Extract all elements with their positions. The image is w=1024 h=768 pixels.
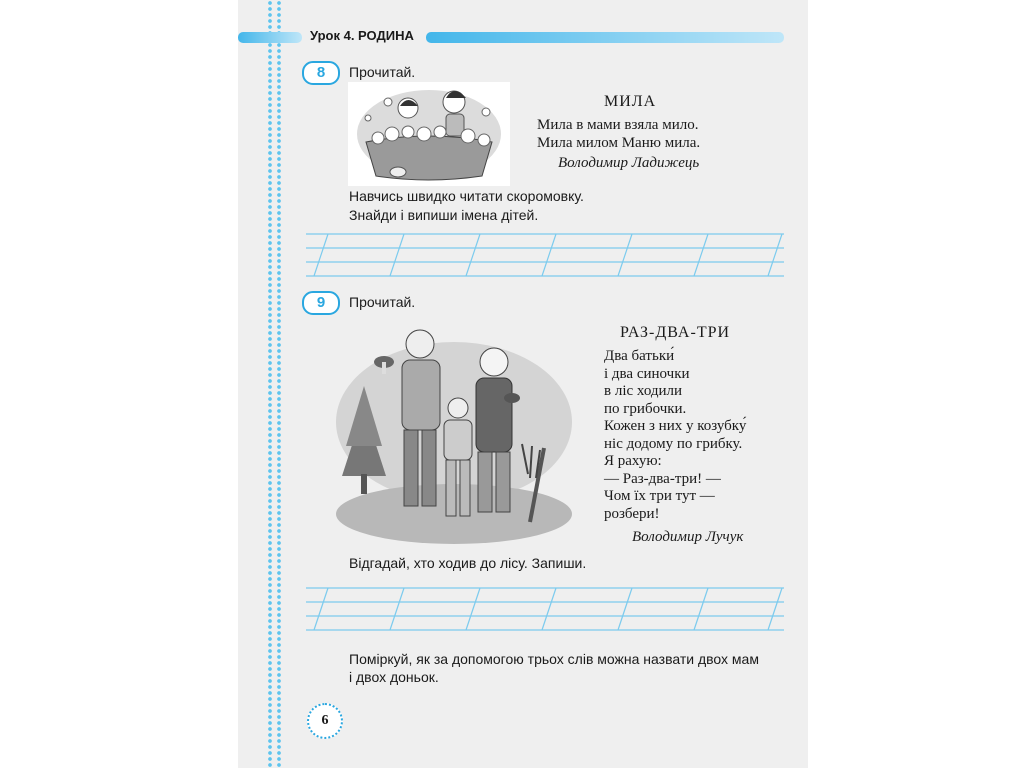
poem-line: — Раз-два-три! — — [604, 470, 721, 487]
poem-line: розбери! — [604, 505, 660, 522]
header-bar-left — [238, 32, 302, 43]
writing-lines-2[interactable] — [306, 580, 784, 636]
exercise-9-instruction: Прочитай. — [349, 294, 416, 310]
poem-line: ніс додому по грибку. — [604, 435, 743, 452]
exercise-8-task-line: Знайди і випиши імена дітей. — [349, 207, 539, 223]
exercise-number-8: 8 — [302, 61, 340, 85]
poem-line: Мила милом Маню мила. — [537, 135, 701, 151]
exercise-number-9: 9 — [302, 291, 340, 315]
poem-line: Я рахую: — [604, 453, 662, 469]
poem-author-luchuk: Володимир Лучук — [632, 529, 744, 545]
poem-line: і два синочки — [604, 365, 690, 382]
poem-line: по грибочки. — [604, 400, 687, 417]
lesson-title: Урок 4. РОДИНА — [306, 28, 418, 43]
forest-family-illustration — [334, 326, 574, 548]
writing-lines-1[interactable] — [306, 226, 784, 282]
poem-line: Два батьки́ — [604, 348, 675, 364]
poem-line: Чом їх три тут — — [604, 488, 715, 504]
poem-title-raz-dva-try: РАЗ-ДВА-ТРИ — [620, 324, 731, 341]
riddle-line: Поміркуй, як за допомогою трьох слів можна назвати двох мам — [349, 651, 759, 667]
page-number: 6 — [307, 703, 343, 739]
poem-author-ladyzhets: Володимир Ладижець — [558, 155, 700, 171]
spiral-binding — [268, 0, 282, 768]
exercise-8-instruction: Прочитай. — [349, 64, 416, 80]
header-bar-right — [426, 32, 784, 43]
exercise-9-task: Відгадай, хто ходив до лісу. Запиши. — [349, 555, 587, 571]
riddle-line: і двох доньок. — [349, 669, 439, 685]
poem-line: Мила в мами взяла мило. — [537, 117, 699, 133]
poem-line: Кожен з них у козубку́ — [604, 418, 747, 434]
exercise-8-task-line: Навчись швидко читати скоромовку. — [349, 188, 584, 204]
poem-title-myla: МИЛА — [604, 93, 657, 110]
poem-line: в ліс ходили — [604, 383, 683, 399]
bath-illustration — [348, 82, 510, 186]
